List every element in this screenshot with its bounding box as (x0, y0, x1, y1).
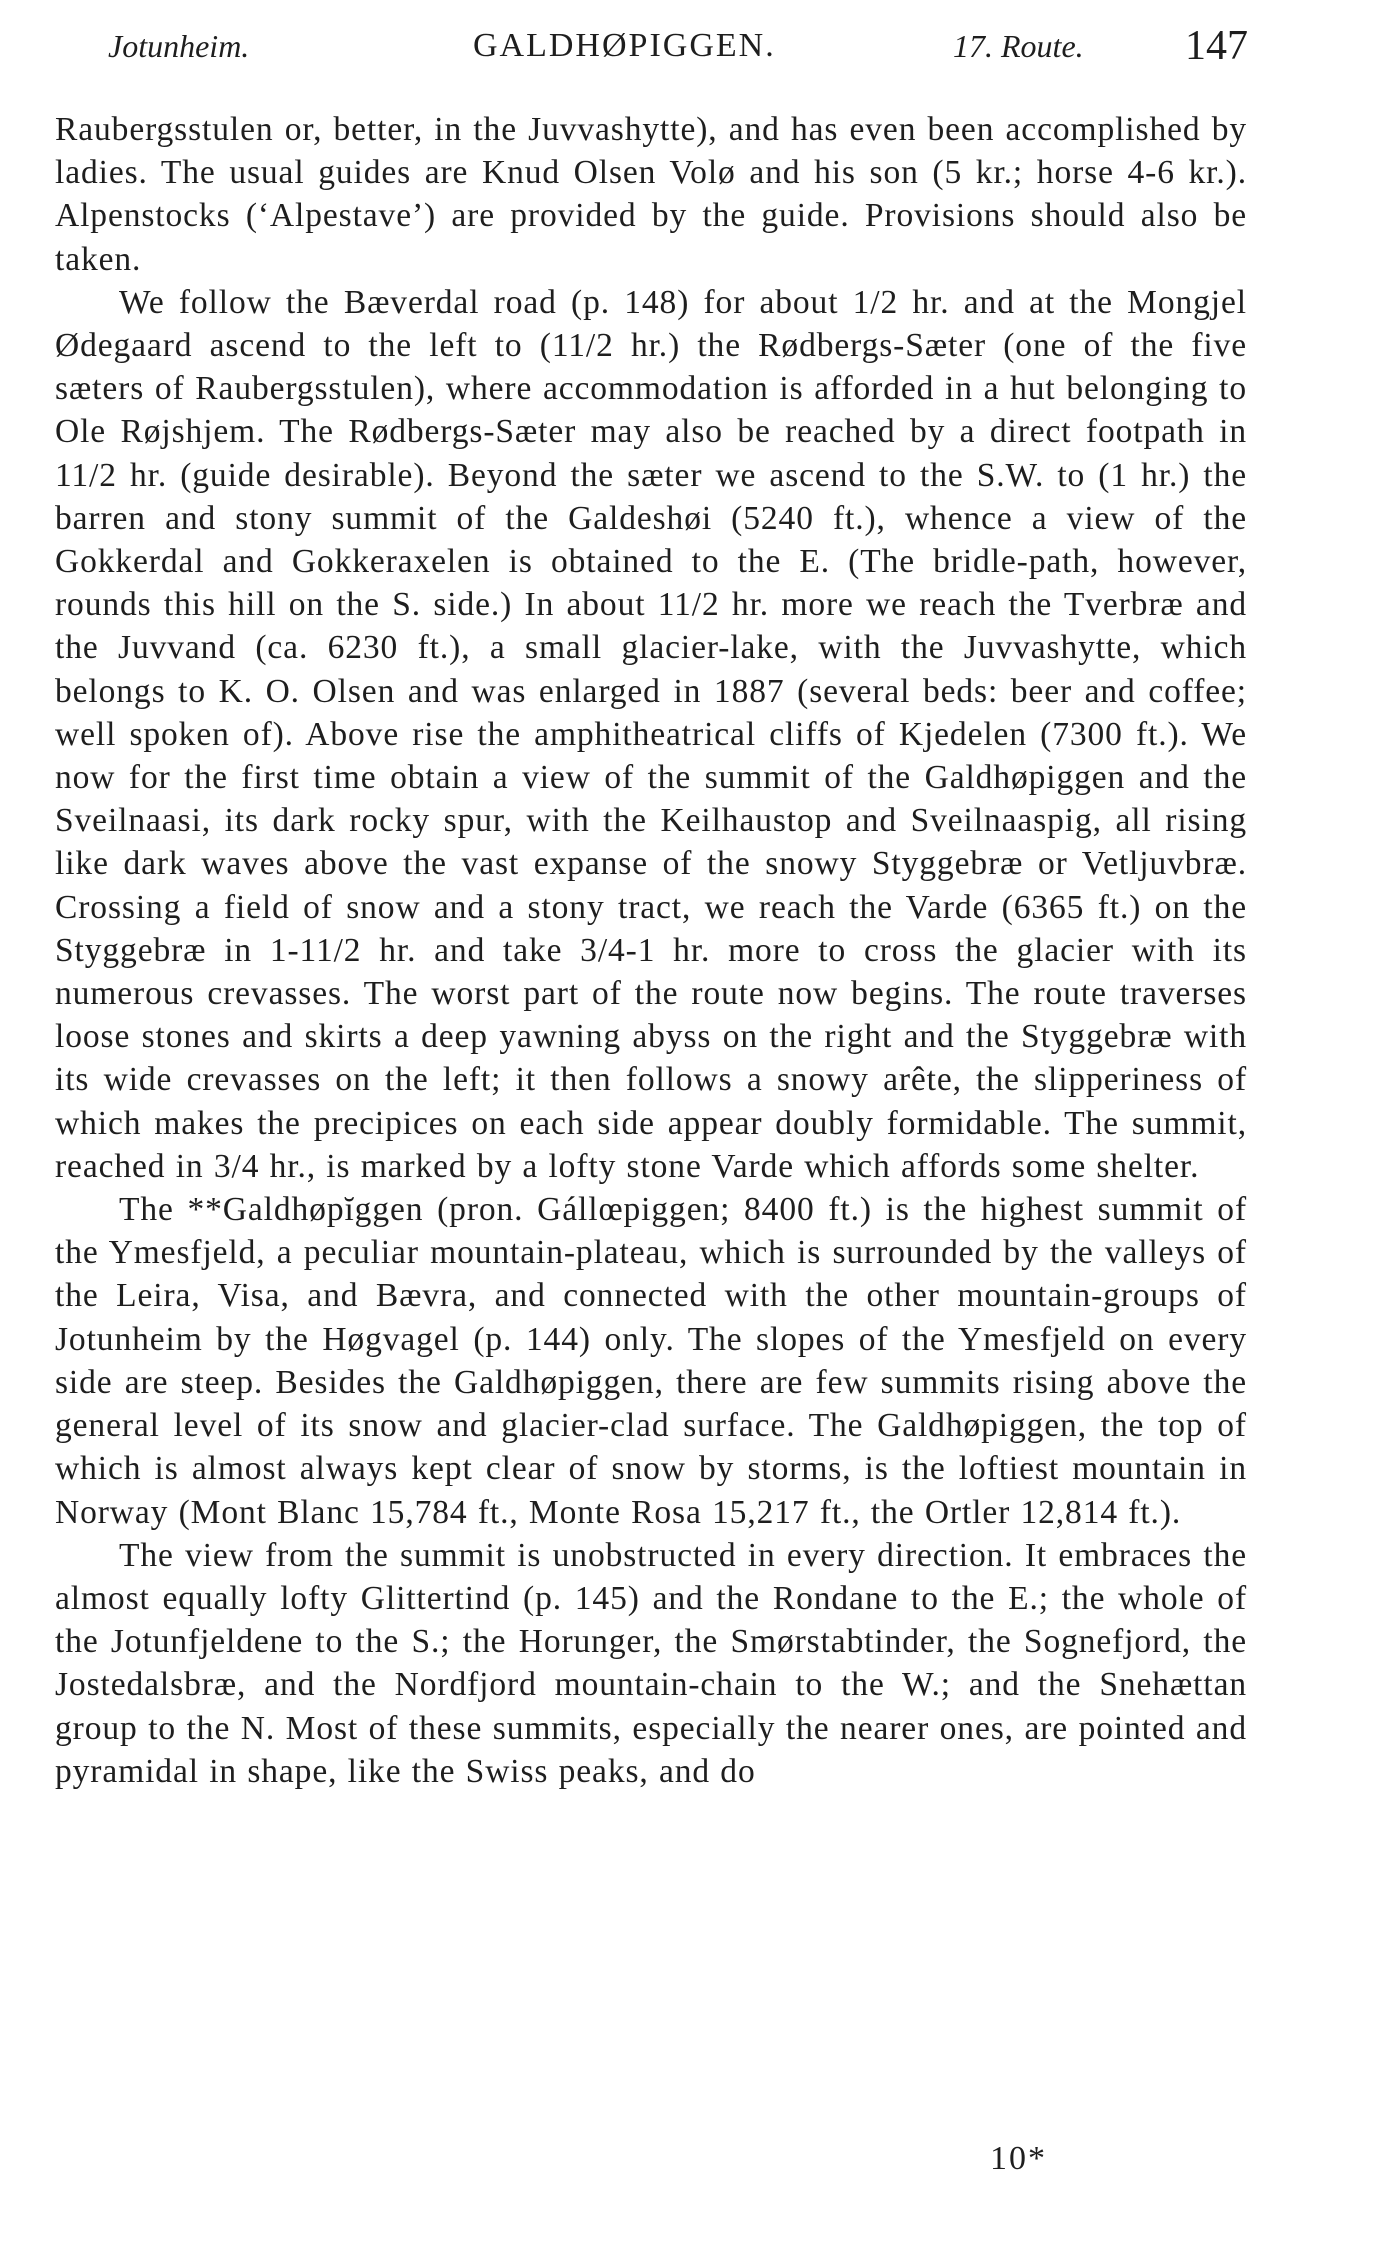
signature-mark: 10* (990, 2140, 1047, 2177)
paragraph-4: The view from the summit is unobstructed in every direction. It embraces the almost equally lofty Glittertind (p. 145) and the Rondane to the E.; the whole of the Jotunfjeldene to the S.; the Horunger, the Smørstabtinder, the Sognefjord, the Jostedalsbræ, and the Nordfjord mountain-chain to the W.; and the Snehættan group to the N. Most of these summits, especially the nearer ones, are pointed and pyramidal in shape, like the Swiss peaks, and do (55, 1536, 1247, 1790)
paragraph-3: The **Galdhøpĭggen (pron. Gállœpiggen; 8400 ft.) is the highest summit of the Ymesfjeld, a peculiar mountain-plateau, which is surrounded by the valleys of the Leira, Visa, and Bævra, and connected with the other mountain-groups of Jotunheim by the Høgvagel (p. 144) only. The slopes of the Ymesfjeld on every side are steep. Besides the Galdhøpiggen, there are few summits rising above the general level of its snow and glacier-clad surface. The Galdhøpiggen, the top of which is almost always kept clear of snow by storms, is the loftiest mountain in Norway (Mont Blanc 15,784 ft., Monte Rosa 15,217 ft., the Ortler 12,814 ft.). (55, 1191, 1247, 1531)
header-title: GALDHØPIGGEN. (473, 27, 776, 64)
page-number: 147 (1185, 23, 1248, 69)
header-region: Jotunheim. (108, 28, 250, 64)
header-route: 17. Route. (953, 28, 1084, 64)
paragraph-2: We follow the Bæverdal road (p. 148) for about 1/2 hr. and at the Mongjel Ødegaard ascend to the left to (11/2 hr.) the Rødbergs-Sæter (one of the five sæters of Raubergsstulen), where accommodation is afforded in a hut belonging to Ole Røjshjem. The Rødbergs-Sæter may also be reached by a direct footpath in 11/2 hr. (guide desirable). Beyond the sæter we ascend to the S.W. to (1 hr.) the barren and stony summit of the Galdeshøi (5240 ft.), whence a view of the Gokkerdal and Gokkeraxelen is obtained to the E. (The bridle-path, however, rounds this hill on the S. side.) In about 11/2 hr. more we reach the Tverbræ and the Juvvand (ca. 6230 ft.), a small glacier-lake, with the Juvvashytte, which belongs to K. O. Olsen and was enlarged in 1887 (several beds: beer and coffee; well spoken of). Above rise the amphitheatrical cliffs of Kjedelen (7300 ft.). We now for the first time obtain a view of the summit of the Galdhøpiggen and the Sveilnaasi, its dark rocky spur, with the Keilhaustop and Sveilnaaspig, all rising like dark waves above the vast expanse of the snowy Styggebræ or Vetljuvbræ. Crossing a field of snow and a stony tract, we reach the Varde (6365 ft.) on the Styggebræ in 1-11/2 hr. and take 3/4-1 hr. more to cross the glacier with its numerous crevasses. The worst part of the route now begins. The route traverses loose stones and skirts a deep yawning abyss on the right and the Styggebræ with its wide crevasses on the left; it then follows a snowy arête, the slipperiness of which makes the precipices on each side appear doubly formidable. The summit, reached in 3/4 hr., is marked by a lofty stone Varde which affords some shelter. (55, 283, 1247, 1185)
body-text (55, 108, 1247, 1793)
paragraph-1: Raubergsstulen or, better, in the Juvvashytte), and has even been accomplished by ladies. The usual guides are Knud Olsen Volø and his son (5 kr.; horse 4-6 kr.). Alpenstocks (‘Alpestave’) are provided by the guide. Provisions should also be taken. (55, 111, 1247, 278)
running-header (108, 18, 1248, 74)
